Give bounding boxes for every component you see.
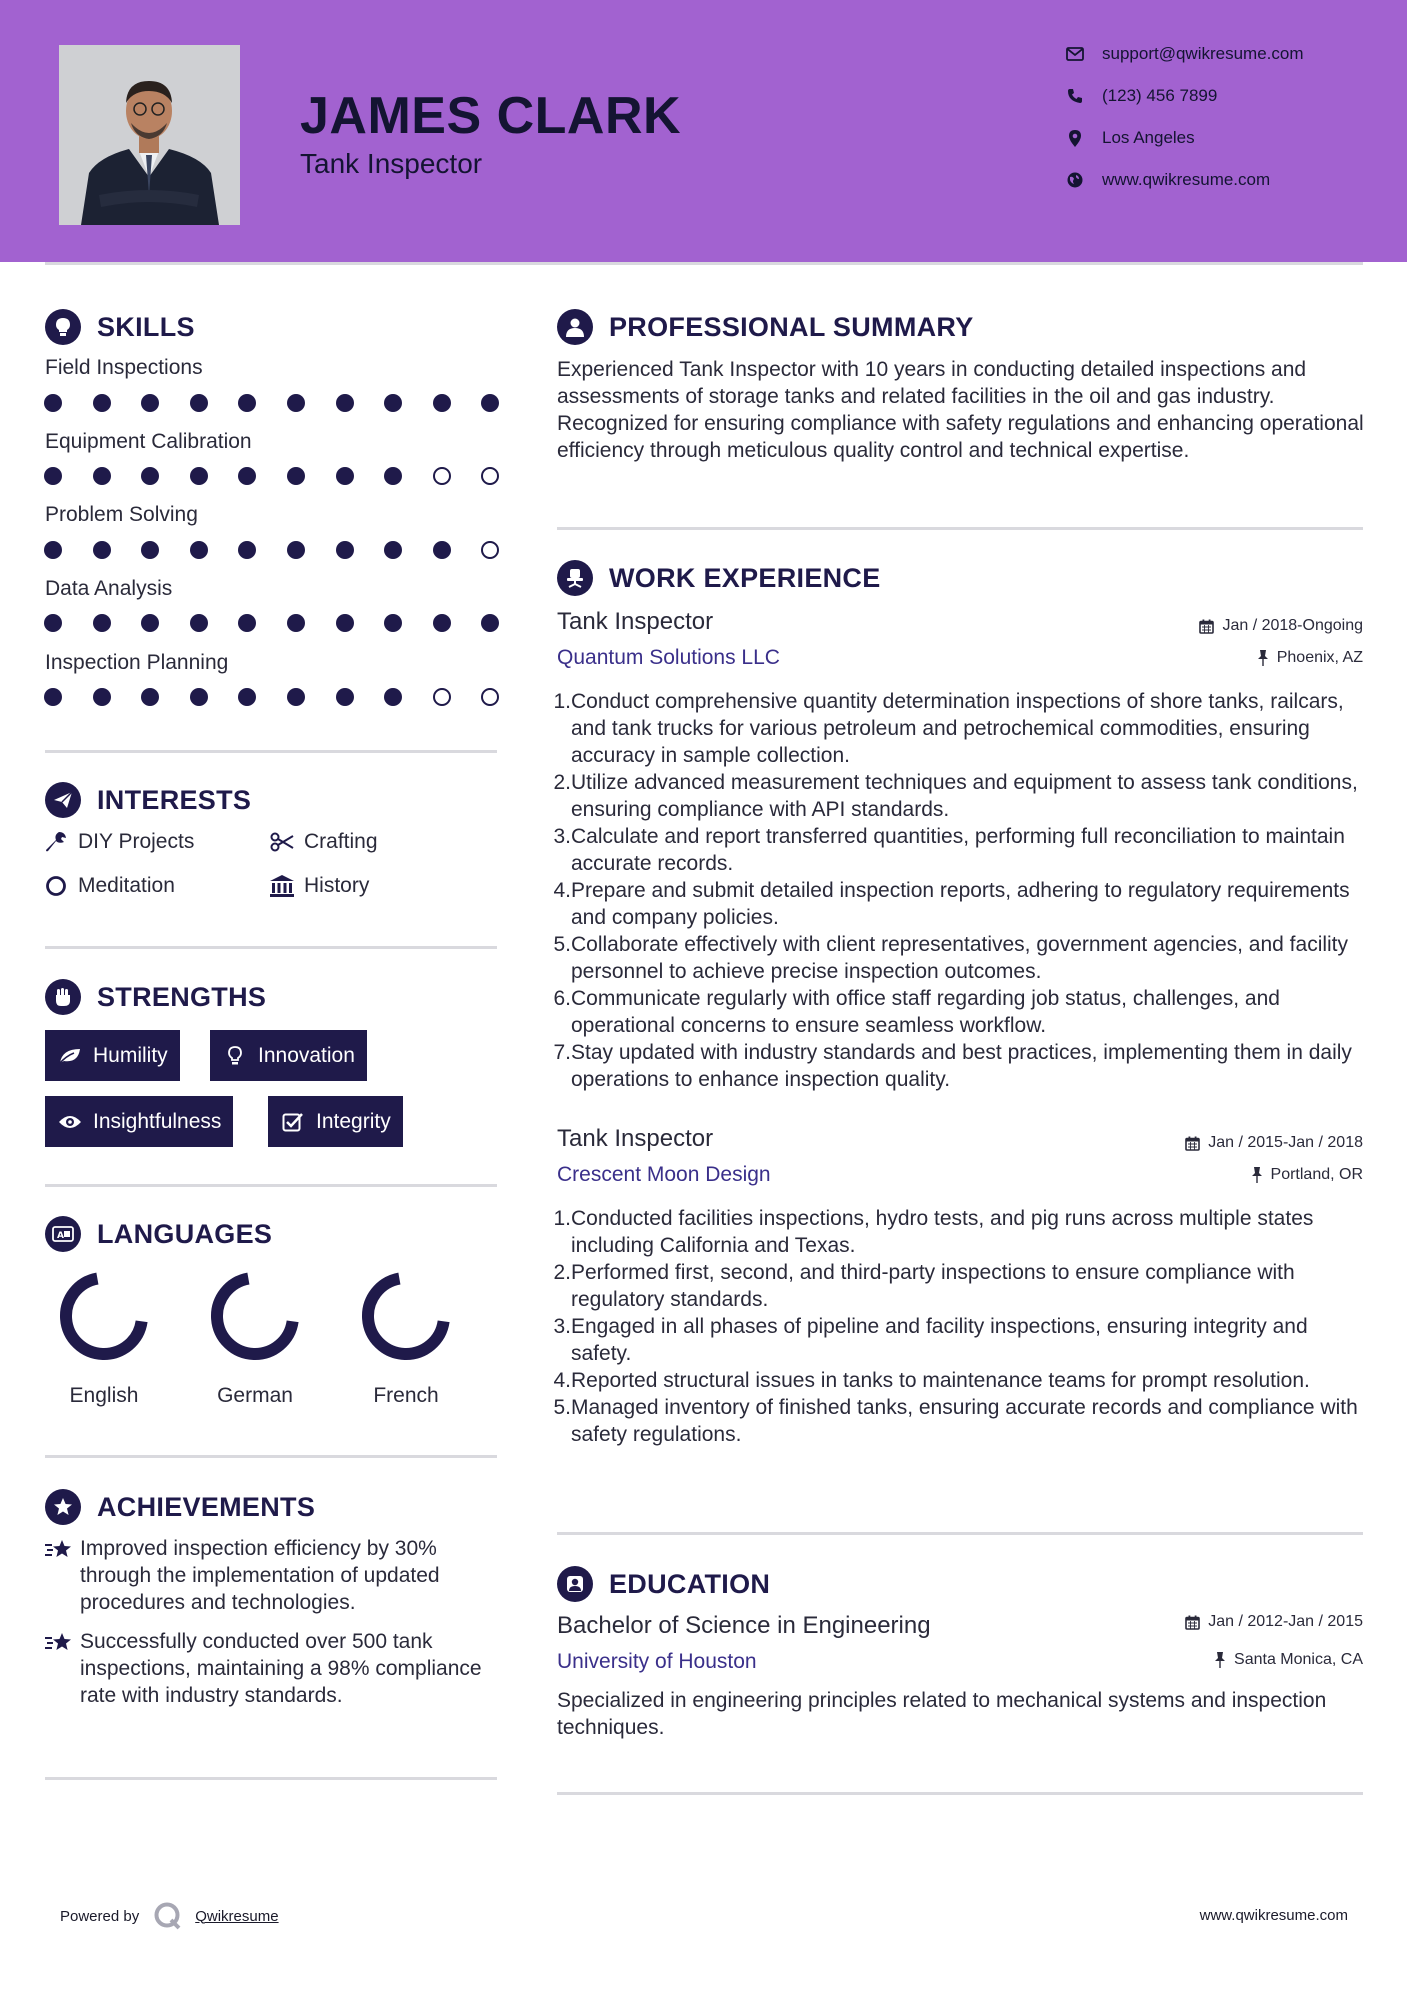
rating-dot-filled — [433, 394, 451, 412]
section-divider — [45, 1455, 497, 1458]
experience-heading — [557, 560, 881, 596]
qwikresume-link[interactable]: Qwikresume — [195, 1907, 279, 1925]
rating-dot-filled — [190, 467, 208, 485]
achievement-item — [44, 1628, 504, 1709]
section-divider — [45, 1777, 497, 1780]
section-divider — [557, 1792, 1363, 1795]
strengths-title: STRENGTHS — [97, 981, 267, 1012]
rating-dot-filled — [238, 688, 256, 706]
interest-label: Meditation — [78, 874, 175, 897]
bullet-text: Collaborate effectively with client representatives, government agencies, and facility personnel to achieve precise inspection outcomes. — [571, 933, 1349, 983]
school-name: University of Houston — [557, 1650, 757, 1673]
section-divider — [557, 527, 1363, 530]
profile-photo — [59, 45, 240, 225]
bullet-number: 5. — [553, 1396, 571, 1419]
lightbulb-icon — [45, 309, 81, 345]
calendar-icon — [1185, 1136, 1200, 1151]
rating-dot-filled — [384, 688, 402, 706]
rating-dot-filled — [384, 541, 402, 559]
rating-dot-filled — [336, 688, 354, 706]
check-square-icon — [280, 1111, 306, 1133]
bullet-number: 4. — [553, 1369, 571, 1392]
bullet-text: Calculate and report transferred quantities, performing full reconciliation to maintain accurate records. — [571, 825, 1345, 875]
education-description: Specialized in engineering principles related to mechanical systems and inspection techniques. — [557, 1689, 1327, 1739]
achievements-heading — [45, 1489, 315, 1525]
bullet-number: 3. — [553, 825, 571, 848]
paper-plane-icon — [45, 782, 81, 818]
bullet-text: Utilize advanced measurement techniques and equipment to assess tank conditions, ensuring compliance with API standards. — [571, 771, 1358, 821]
skills-heading — [45, 309, 195, 345]
education-heading — [557, 1566, 770, 1602]
rating-dot-filled — [190, 541, 208, 559]
summary-text: Experienced Tank Inspector with 10 years in conducting detailed inspections and assessments of storage tanks and related facilities in the oil and gas industry. Recognized for ensuring compliance with safety regulations and enhancing operational efficiency through meticulous quality control and technical expertise. — [557, 358, 1364, 462]
rating-dot-filled — [287, 688, 305, 706]
resume-header — [0, 0, 1407, 262]
achievement-text: Successfully conducted over 500 tank inspections, maintaining a 98% compliance rate with industry standards. — [80, 1630, 482, 1707]
interest-label: Crafting — [304, 830, 378, 853]
qwikresume-logo-icon — [153, 1902, 183, 1930]
bullet-text: Stay updated with industry standards and best practices, implementing them in daily operations to enhance inspection quality. — [571, 1041, 1352, 1091]
rating-dot-empty — [481, 467, 499, 485]
strengths-heading — [45, 979, 266, 1015]
section-divider — [45, 750, 497, 753]
education-location — [1214, 1651, 1363, 1669]
rating-dot-filled — [238, 614, 256, 632]
rating-dot-filled — [44, 614, 62, 632]
job-bullet — [553, 985, 1369, 1039]
job-bullet — [553, 1367, 1369, 1394]
section-divider — [557, 1532, 1363, 1535]
header-divider — [45, 262, 1363, 265]
rating-dot-filled — [190, 614, 208, 632]
job-bullet — [553, 1039, 1369, 1093]
language-item — [195, 1266, 315, 1408]
education-location-text: Santa Monica, CA — [1234, 1651, 1363, 1668]
contact-website-text: www.qwikresume.com — [1102, 170, 1271, 189]
rating-dot-filled — [287, 394, 305, 412]
interests-heading — [45, 782, 251, 818]
rating-dot-filled — [93, 688, 111, 706]
contact-phone-text: (123) 456 7899 — [1102, 86, 1218, 105]
envelope-icon — [1064, 44, 1086, 64]
language-icon — [45, 1216, 81, 1252]
rating-dot-filled — [336, 467, 354, 485]
rating-dot-filled — [44, 688, 62, 706]
rating-dot-filled — [238, 541, 256, 559]
language-level-ring — [205, 1266, 305, 1366]
lightbulb-icon — [222, 1045, 248, 1067]
contact-website[interactable] — [1064, 170, 1270, 190]
rating-dot-filled — [384, 614, 402, 632]
pushpin-icon — [1251, 1167, 1263, 1183]
rating-dot-filled — [141, 614, 159, 632]
rating-dot-filled — [141, 394, 159, 412]
rating-dot-filled — [93, 467, 111, 485]
footer-powered-by — [60, 1902, 279, 1930]
skills-title: SKILLS — [97, 311, 195, 342]
strength-label: Innovation — [258, 1043, 355, 1067]
contact-location-text: Los Angeles — [1102, 128, 1195, 147]
rating-dot-empty — [481, 688, 499, 706]
skill-rating — [44, 467, 530, 485]
user-icon — [557, 309, 593, 345]
education-title: EDUCATION — [609, 1568, 771, 1599]
rating-dot-filled — [93, 541, 111, 559]
eye-icon — [57, 1111, 83, 1133]
interest-label: DIY Projects — [78, 830, 195, 853]
pushpin-icon — [1257, 650, 1269, 666]
job-bullet — [553, 1394, 1369, 1448]
contact-email[interactable] — [1064, 44, 1304, 64]
job-title: Tank Inspector — [557, 608, 714, 635]
bullet-text: Conducted facilities inspections, hydro tests, and pig runs across multiple states including California and Texas. — [571, 1207, 1314, 1257]
job-location-text: Phoenix, AZ — [1276, 649, 1363, 666]
calendar-icon — [1185, 1615, 1200, 1630]
bullet-number: 2. — [553, 1261, 571, 1284]
bullet-number: 7. — [553, 1041, 571, 1064]
summary-heading — [557, 309, 974, 345]
bullet-text: Engaged in all phases of pipeline and facility inspections, ensuring integrity and safety. — [571, 1315, 1308, 1365]
job-dates-text: Jan / 2018-Ongoing — [1222, 617, 1363, 634]
strength-label: Insightfulness — [93, 1109, 222, 1133]
bullet-text: Reported structural issues in tanks to maintenance teams for prompt resolution. — [571, 1369, 1310, 1392]
skill-rating — [44, 394, 530, 412]
contact-phone[interactable] — [1064, 86, 1217, 106]
map-marker-icon — [1064, 128, 1086, 148]
shooting-star-icon — [44, 1535, 80, 1616]
company-name: Quantum Solutions LLC — [557, 646, 780, 669]
bullet-text: Managed inventory of finished tanks, ensuring accurate records and compliance with safety regulations. — [571, 1396, 1358, 1446]
rating-dot-filled — [336, 394, 354, 412]
bullet-text: Communicate regularly with office staff regarding job status, challenges, and operational concerns to ensure seamless workflow. — [571, 987, 1280, 1037]
rating-dot-filled — [336, 614, 354, 632]
job-bullet — [553, 877, 1369, 931]
skill-label: Field Inspections — [45, 356, 203, 379]
pushpin-icon — [1214, 1652, 1226, 1668]
rating-dot-filled — [481, 614, 499, 632]
rating-dot-filled — [141, 541, 159, 559]
rating-dot-filled — [44, 541, 62, 559]
museum-icon — [270, 874, 294, 898]
skill-rating — [44, 541, 530, 559]
job-bullet — [553, 769, 1369, 823]
rating-dot-filled — [93, 394, 111, 412]
education-dates-text: Jan / 2012-Jan / 2015 — [1208, 1613, 1363, 1630]
job-title: Tank Inspector — [557, 1125, 714, 1152]
wrench-icon — [44, 830, 68, 854]
svg-text:A: A — [57, 1231, 64, 1241]
bullet-number: 2. — [553, 771, 571, 794]
strength-label: Integrity — [316, 1109, 391, 1133]
interest-item — [44, 830, 194, 854]
language-item — [44, 1266, 164, 1408]
phone-icon — [1064, 86, 1086, 106]
language-name: French — [373, 1384, 439, 1407]
rating-dot-filled — [190, 688, 208, 706]
language-name: German — [217, 1384, 293, 1407]
rating-dot-filled — [141, 467, 159, 485]
footer-website[interactable]: www.qwikresume.com — [1199, 1907, 1348, 1924]
rating-dot-filled — [481, 394, 499, 412]
rating-dot-filled — [384, 467, 402, 485]
graduate-icon — [557, 1566, 593, 1602]
candidate-job-title: Tank Inspector — [300, 148, 483, 179]
rating-dot-filled — [287, 541, 305, 559]
strength-label: Humility — [93, 1043, 168, 1067]
bullet-text: Prepare and submit detailed inspection reports, adhering to regulatory requirements and company policies. — [571, 879, 1350, 929]
summary-title: PROFESSIONAL SUMMARY — [609, 311, 974, 342]
language-level-arc — [368, 1279, 444, 1354]
leaf-icon — [57, 1045, 83, 1067]
bullet-number: 6. — [553, 987, 571, 1010]
company-name: Crescent Moon Design — [557, 1163, 771, 1186]
rating-dot-filled — [238, 467, 256, 485]
bullet-text: Conduct comprehensive quantity determination inspections of shore tanks, railcars, and tank trucks for various petroleum and petrochemical commodities, ensuring accuracy in sample collection. — [571, 690, 1344, 767]
circle-icon — [44, 874, 68, 898]
language-name: English — [69, 1384, 139, 1407]
skill-rating — [44, 614, 530, 632]
interest-item — [270, 874, 369, 898]
job-bullet — [553, 1205, 1369, 1259]
rating-dot-filled — [287, 467, 305, 485]
rating-dot-filled — [336, 541, 354, 559]
bullet-number: 1. — [553, 690, 571, 713]
contact-location — [1064, 128, 1195, 148]
office-chair-icon — [557, 560, 593, 596]
language-level-ring — [356, 1266, 456, 1366]
skill-label: Data Analysis — [45, 577, 173, 600]
strength-chip — [45, 1096, 233, 1147]
job-bullet — [553, 823, 1369, 877]
skill-rating — [44, 688, 530, 706]
language-level-arc — [217, 1279, 293, 1354]
degree-title: Bachelor of Science in Engineering — [557, 1612, 931, 1639]
rating-dot-empty — [481, 541, 499, 559]
languages-title: LANGUAGES — [97, 1218, 273, 1249]
fist-icon — [45, 979, 81, 1015]
rating-dot-filled — [93, 614, 111, 632]
interest-item — [44, 874, 175, 898]
job-dates — [1199, 617, 1363, 635]
strength-chip — [268, 1096, 403, 1147]
interests-title: INTERESTS — [97, 784, 252, 815]
job-bullets — [553, 688, 1369, 1093]
rating-dot-filled — [190, 394, 208, 412]
achievement-item — [44, 1535, 504, 1616]
job-location-text: Portland, OR — [1270, 1166, 1363, 1183]
interest-item — [270, 830, 378, 854]
language-item — [346, 1266, 466, 1408]
globe-icon — [1064, 170, 1086, 190]
job-location — [1251, 1166, 1363, 1184]
contact-email-text: support@qwikresume.com — [1102, 44, 1304, 63]
job-bullet — [553, 1259, 1369, 1313]
job-bullet — [553, 688, 1369, 769]
section-divider — [45, 1184, 497, 1187]
job-bullets — [553, 1205, 1369, 1448]
skill-label: Inspection Planning — [45, 651, 229, 674]
scissors-icon — [270, 830, 294, 854]
languages-heading — [45, 1216, 272, 1252]
interest-label: History — [304, 874, 370, 897]
rating-dot-filled — [384, 394, 402, 412]
rating-dot-filled — [287, 614, 305, 632]
rating-dot-empty — [433, 467, 451, 485]
bullet-number: 4. — [553, 879, 571, 902]
bullet-number: 5. — [553, 933, 571, 956]
job-bullet — [553, 1313, 1369, 1367]
section-divider — [45, 946, 497, 949]
language-level-arc — [66, 1279, 142, 1354]
rating-dot-empty — [433, 688, 451, 706]
skill-label: Equipment Calibration — [45, 430, 252, 453]
bullet-text: Performed first, second, and third-party inspections to ensure compliance with regulatory standards. — [571, 1261, 1295, 1311]
rating-dot-filled — [238, 394, 256, 412]
rating-dot-filled — [44, 394, 62, 412]
strength-chip — [45, 1030, 180, 1081]
experience-title: WORK EXPERIENCE — [609, 562, 881, 593]
powered-by-text: Powered by — [60, 1907, 140, 1925]
rating-dot-filled — [433, 541, 451, 559]
bullet-number: 3. — [553, 1315, 571, 1338]
skill-label: Problem Solving — [45, 503, 198, 526]
bullet-number: 1. — [553, 1207, 571, 1230]
job-dates-text: Jan / 2015-Jan / 2018 — [1208, 1134, 1363, 1151]
job-bullet — [553, 931, 1369, 985]
job-location — [1257, 649, 1363, 667]
rating-dot-filled — [44, 467, 62, 485]
rating-dot-filled — [141, 688, 159, 706]
calendar-icon — [1199, 619, 1214, 634]
strength-chip — [210, 1030, 367, 1081]
achievements-title: ACHIEVEMENTS — [97, 1491, 316, 1522]
star-badge-icon — [45, 1489, 81, 1525]
language-level-ring — [54, 1266, 154, 1366]
education-dates — [1185, 1613, 1363, 1631]
rating-dot-filled — [433, 614, 451, 632]
job-dates — [1185, 1134, 1363, 1152]
achievement-text: Improved inspection efficiency by 30% through the implementation of updated procedures and technologies. — [80, 1537, 440, 1614]
shooting-star-icon — [44, 1628, 80, 1709]
candidate-name: JAMES CLARK — [300, 87, 682, 145]
